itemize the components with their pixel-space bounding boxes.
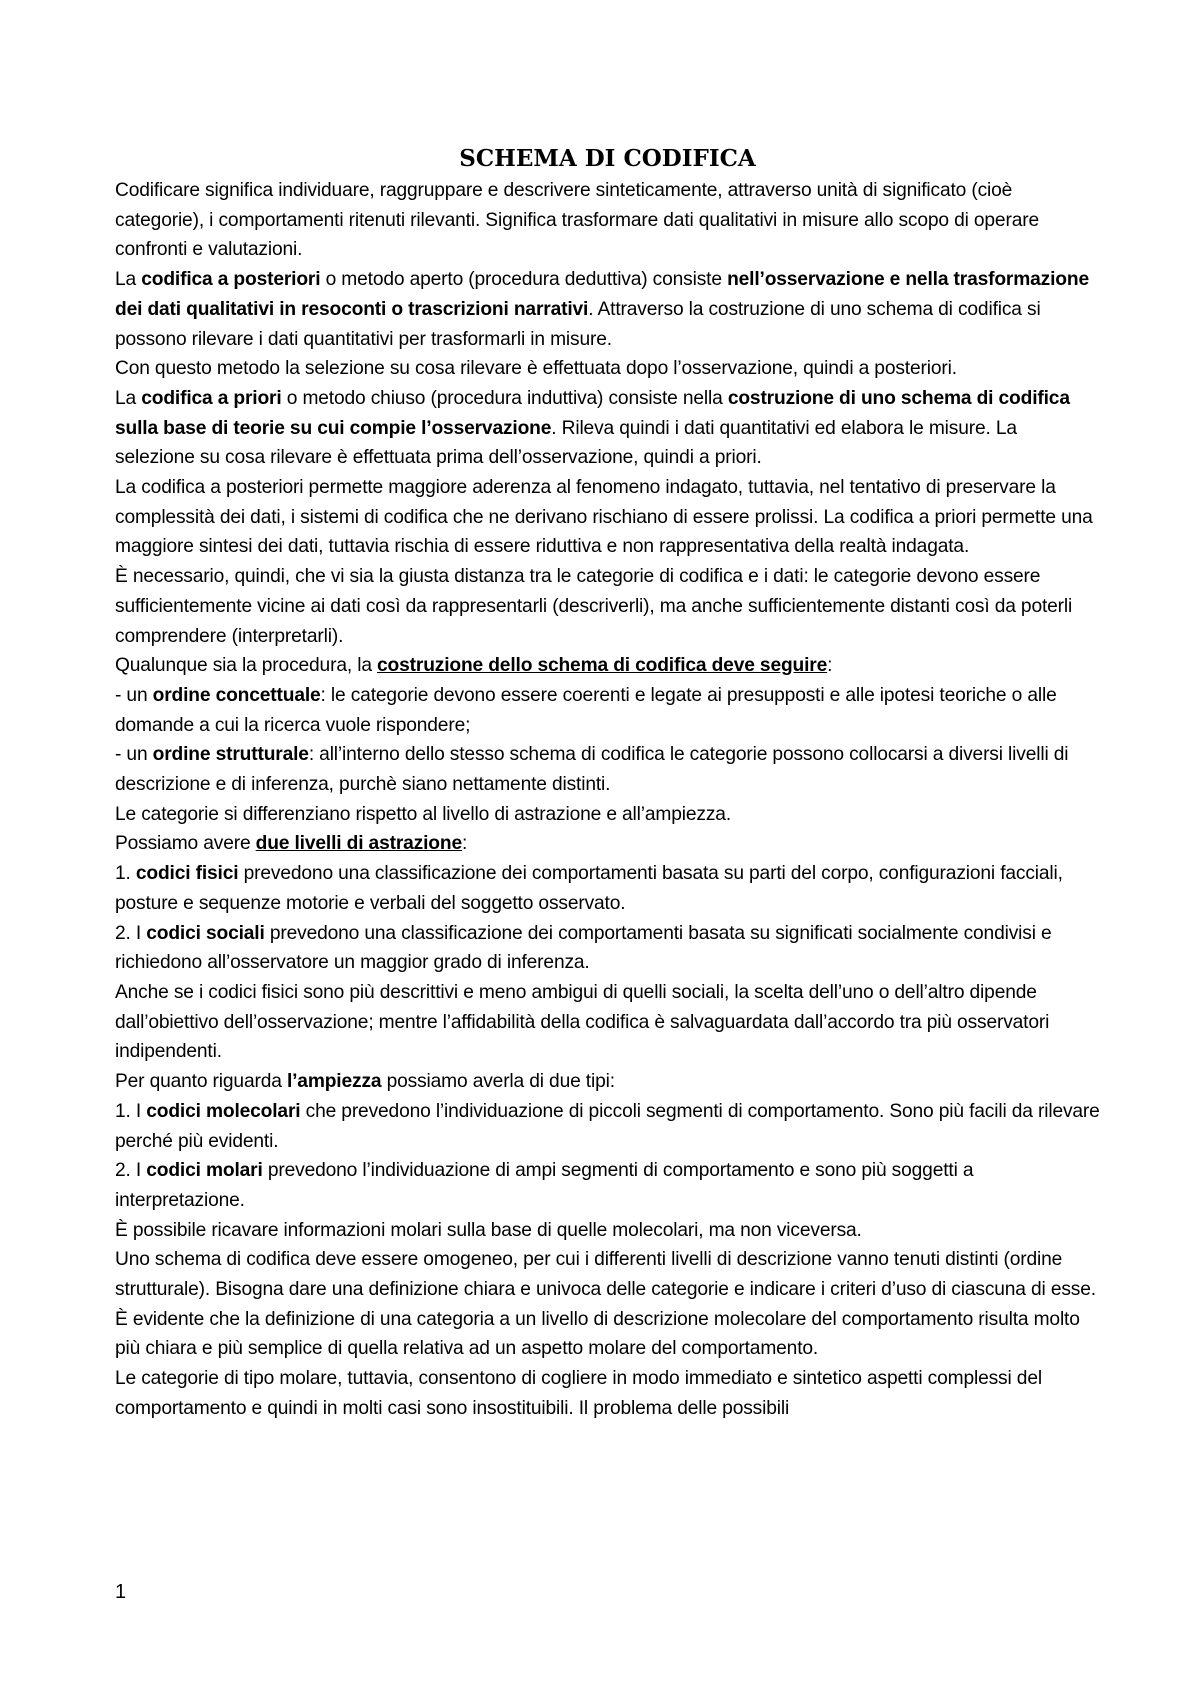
text-run: Qualunque sia la procedura, la — [115, 655, 378, 677]
text-run: . Attraverso la costruzione di uno schema di codifica si possono rilevare i dati quantitativi per trasformarli in misure. — [115, 298, 1041, 350]
text-run: Possiamo avere — [115, 833, 256, 855]
underlined-text: due livelli di astrazione — [255, 833, 462, 855]
document-page — [115, 142, 1100, 1424]
text-run: La — [115, 269, 142, 291]
bold-text: codifica a priori — [141, 387, 282, 409]
paragraph — [115, 1364, 1100, 1423]
text-run: possiamo averla di due tipi: — [381, 1071, 615, 1093]
bold-text: codici sociali — [146, 922, 265, 944]
text-run: prevedono una classificazione dei comportamenti basata su parti del corpo, configurazioni facciali, posture e sequenze motorie e verbali del soggetto osservato. — [115, 863, 1063, 914]
text-run: Con questo metodo la selezione su cosa rilevare è effettuata dopo l’osservazione, quindi a posteriori. — [115, 358, 957, 380]
text-run: : — [827, 655, 833, 677]
bold-text: ordine strutturale — [152, 744, 309, 766]
text-run: : — [461, 833, 468, 855]
paragraph — [115, 919, 1100, 978]
paragraph — [115, 562, 1100, 651]
text-run: - un — [115, 684, 153, 706]
underlined-text: costruzione dello schema di codifica deve seguire — [377, 655, 828, 677]
paragraph — [115, 473, 1100, 562]
text-run: La codifica a posteriori permette maggiore aderenza al fenomeno indagato, tuttavia, nel tentativo di preservare la complessità dei dati, i sistemi di codifica che ne derivano rischiano di essere prolissi. La codifica a priori permette una maggiore sintesi dei dati, tuttavia rischia di essere riduttiva e non rappresentativa della realtà indagata. — [115, 477, 1093, 558]
bold-text: codici molari — [146, 1160, 263, 1182]
text-run: Codificare significa individuare, raggruppare e descrivere sinteticamente, attraverso unità di significato (cioè categorie), i comportamenti ritenuti rilevanti. Significa trasformare dati qualitativi in misure allo scopo di operare confronti e valutazioni. — [115, 180, 1039, 261]
paragraph — [115, 1156, 1100, 1215]
text-run: : le categorie devono essere coerenti e legate ai presupposti e alle ipotesi teoriche o alle domande a cui la ricerca vuole rispondere; — [115, 684, 1057, 736]
paragraph — [115, 800, 1100, 830]
paragraph — [115, 681, 1100, 740]
text-run: - un — [115, 744, 153, 766]
text-run: prevedono l’individuazione di ampi segmenti di comportamento e sono più soggetti a interpretazione. — [115, 1160, 974, 1211]
paragraph — [115, 1216, 1100, 1246]
text-run: La — [115, 387, 142, 409]
text-run: 2. I — [115, 1160, 147, 1182]
paragraph — [115, 859, 1100, 918]
document-title: SCHEMA DI CODIFICA — [459, 145, 756, 172]
document-body — [115, 176, 1100, 1424]
text-run: o metodo aperto (procedura deduttiva) consiste — [320, 269, 728, 291]
text-run: 1. I — [115, 1100, 147, 1122]
bold-text: costruzione di uno schema di codifica sulla base di teorie su cui compie l’osservazione — [115, 387, 1070, 439]
paragraph — [115, 265, 1100, 354]
bold-text: codifica a posteriori — [141, 269, 321, 291]
page-number: 1 — [115, 1581, 127, 1603]
bold-text: codici molecolari — [146, 1100, 301, 1122]
paragraph — [115, 978, 1100, 1067]
text-run: 2. I — [115, 922, 147, 944]
paragraph — [115, 1067, 1100, 1097]
bold-text: codici fisici — [135, 863, 239, 885]
paragraph — [115, 740, 1100, 799]
text-run: prevedono una classificazione dei comportamenti basata su significati socialmente condivisi e richiedono all’osservatore un maggior grado di inferenza. — [115, 922, 1052, 974]
text-run: o metodo chiuso (procedura induttiva) consiste nella — [281, 387, 728, 409]
text-run: È possibile ricavare informazioni molari sulla base di quelle molecolari, ma non viceversa. — [115, 1219, 862, 1241]
text-run: che prevedono l’individuazione di piccoli segmenti di comportamento. Sono più facili da rilevare perché più evidenti. — [115, 1100, 1100, 1152]
bold-text: l’ampiezza — [286, 1071, 382, 1093]
text-run: Anche se i codici fisici sono più descrittivi e meno ambigui di quelli sociali, la scelta dell’uno o dell’altro dipende dall’obiettivo dell’osservazione; mentre l’affidabilità della codifica è salvaguardata dall’accordo tra più osservatori indipendenti. — [115, 981, 1050, 1063]
bold-text: ordine concettuale — [152, 684, 321, 706]
text-run: : all’interno dello stesso schema di codifica le categorie possono collocarsi a diversi livelli di descrizione e di inferenza, purchè siano nettamente distinti. — [115, 744, 1069, 796]
text-run: Per quanto riguarda — [115, 1071, 287, 1093]
paragraph — [115, 384, 1100, 473]
paragraph — [115, 829, 1100, 859]
text-run: 1. — [115, 863, 136, 885]
paragraph — [115, 354, 1100, 384]
paragraph — [115, 1245, 1100, 1364]
paragraph — [115, 176, 1100, 265]
text-run: Uno schema di codifica deve essere omogeneo, per cui i differenti livelli di descrizione vanno tenuti distinti (ordine strutturale). Bisogna dare una definizione chiara e univoca delle categorie e indicare i criteri d’uso di ciascuna di esse. È evidente che la definizione di una categoria a un livello di descrizione molecolare del comportamento risulta molto più chiara e più semplice di quella relativa ad un aspetto molare del comportamento. — [115, 1249, 1096, 1360]
text-run: È necessario, quindi, che vi sia la giusta distanza tra le categorie di codifica e i dati: le categorie devono essere sufficientemente vicine ai dati così da rappresentarli (descriverli), ma anche sufficientemente distanti così da poterli comprendere (interpretarli). — [115, 566, 1073, 647]
text-run: Le categorie si differenziano rispetto al livello di astrazione e all’ampiezza. — [115, 803, 731, 825]
paragraph — [115, 651, 1100, 681]
text-run: Le categorie di tipo molare, tuttavia, consentono di cogliere in modo immediato e sintetico aspetti complessi del comportamento e quindi in molti casi sono insostituibili. Il problema delle possibili — [115, 1368, 1042, 1419]
bold-text: nell’osservazione e nella trasformazione dei dati qualitativi in resoconti o trascrizioni narrativi — [115, 269, 1089, 320]
text-run: . Rileva quindi i dati quantitativi ed elabora le misure. La selezione su cosa rilevare è effettuata prima dell’osservazione, quindi a priori. — [115, 417, 1017, 469]
paragraph — [115, 1097, 1100, 1156]
